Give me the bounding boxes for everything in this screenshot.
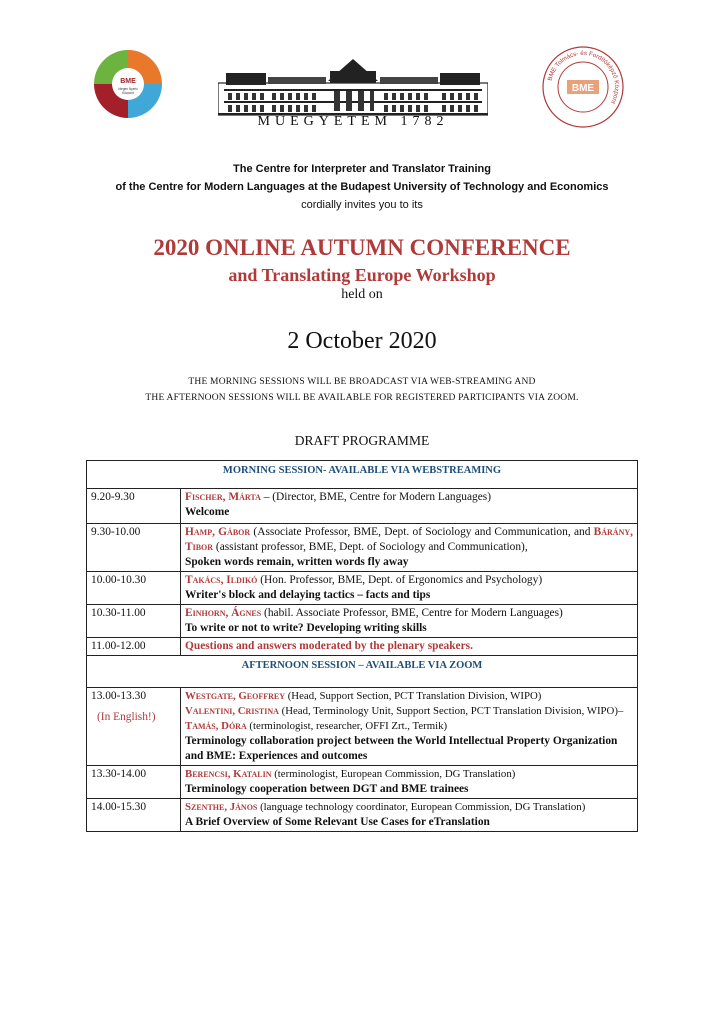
speaker-name: Einhorn, Ágnes [185,607,262,619]
speaker-name: Berencsi, Katalin [185,768,272,780]
speaker-affiliation: (assistant professor, BME, Dept. of Sociology and Communication), [213,541,528,553]
table-row [87,572,638,605]
table-row [87,688,638,766]
slot-details [181,688,638,766]
programme-heading: DRAFT PROGRAMME [294,433,430,448]
language-note: (In English!) [97,711,156,723]
slot-time-value: 13.00-13.30 [91,690,147,702]
slot-time: 14.00-15.30 [87,799,181,832]
speaker-affiliation: (Associate Professor, BME, Dept. of Sociology and Communication, and [250,526,594,538]
bme-language-centre-logo [88,44,168,124]
conference-title: 2020 ONLINE AUTUMN CONFERENCE [153,235,571,260]
slot-details [181,638,638,656]
talk-title: To write or not to write? Developing writing skills [185,622,427,634]
slot-details [181,524,638,572]
speaker-affiliation: (terminologist, European Commission, DG Translation) [271,768,516,780]
table-row [87,524,638,572]
conference-subtitle: and Translating Europe Workshop [228,265,496,285]
speaker-name: Bárány, Tibor [185,526,633,553]
table-row [87,605,638,638]
notice-line-2: THE AFTERNOON SESSIONS WILL BE AVAILABLE FOR REGISTERED PARTICIPANTS VIA ZOOM. [145,393,579,403]
speaker-name: Tamás, Dóra [185,720,247,732]
slot-time: 11.00-12.00 [87,638,181,656]
afternoon-session-row [87,656,638,688]
held-on-label: held on [341,287,383,302]
speaker-affiliation: (terminologist, researcher, OFFI Zrt., Termik) [246,720,448,732]
svg-text:BME: BME [571,83,595,94]
interpreter-centre-seal [540,44,626,130]
slot-time: 9.30-10.00 [87,524,181,572]
organiser-line-2: of the Centre for Modern Languages at the Budapest University of Technology and Economics [115,181,609,193]
svg-text:Idegen Nyelvi: Idegen Nyelvi [118,87,138,91]
slot-time: 10.30-11.00 [87,605,181,638]
slot-time [87,688,181,766]
morning-session-header: MORNING SESSION- AVAILABLE VIA WEBSTREAMING [87,461,638,489]
svg-text:Központ: Központ [122,91,134,95]
speaker-name: Szenthe, János [185,801,258,813]
speaker-name: Westgate, Geoffrey [185,690,286,702]
slot-time: 9.20-9.30 [87,489,181,524]
speaker-name: Hamp, Gábor [185,526,251,538]
slot-details [181,799,638,832]
talk-title: Terminology cooperation between DGT and BME trainees [185,783,469,795]
speaker-name: Valentini, Cristina [185,705,279,717]
table-row [87,489,638,524]
talk-title: Spoken words remain, written words fly away [185,556,409,568]
table-row [87,638,638,656]
table-row [87,799,638,832]
notice-line-1: THE MORNING SESSIONS WILL BE BROADCAST VIA WEB-STREAMING AND [188,377,536,387]
talk-title: Questions and answers moderated by the plenary speakers. [185,640,473,652]
talk-title: Terminology collaboration project between the World Intellectual Property Organization and BME: Experiences and outcomes [185,735,618,762]
speaker-affiliation: (language technology coordinator, European Commission, DG Translation) [257,801,586,813]
talk-title: Writer's block and delaying tactics – facts and tips [185,589,431,601]
afternoon-session-header: AFTERNOON SESSION – AVAILABLE VIA ZOOM [87,656,638,688]
speaker-affiliation: – (Director, BME, Centre for Modern Languages) [260,491,492,503]
programme-table [86,460,638,832]
invitation-line: cordially invites you to its [301,199,423,211]
morning-session-row [87,461,638,489]
university-building-illustration [218,55,488,117]
svg-text:BME: BME [120,78,136,85]
university-wordmark: MŰEGYETEM 1782 [257,114,449,129]
speaker-affiliation: (Head, Terminology Unit, Support Section, PCT Translation Division, WIPO)– [278,705,624,717]
slot-time: 10.00-10.30 [87,572,181,605]
speaker-name: Takács, Ildikó [185,574,258,586]
talk-title: Welcome [185,506,230,518]
svg-text:BME Tolmács- és Fordítóképző K: BME Tolmács- és Fordítóképző Központ [546,49,621,105]
slot-time: 13.30-14.00 [87,766,181,799]
speaker-name: Fischer, Márta [185,491,261,503]
speaker-affiliation: (Head, Support Section, PCT Translation Division, WIPO) [285,690,542,702]
talk-title: A Brief Overview of Some Relevant Use Cases for eTranslation [185,816,490,828]
speaker-affiliation: (Hon. Professor, BME, Dept. of Ergonomics and Psychology) [257,574,543,586]
conference-date: 2 October 2020 [287,328,437,354]
table-row [87,766,638,799]
organiser-line-1: The Centre for Interpreter and Translator Training [233,163,491,175]
slot-details [181,489,638,524]
slot-details [181,572,638,605]
slot-details [181,605,638,638]
speaker-affiliation: (habil. Associate Professor, BME, Centre for Modern Languages) [261,607,563,619]
slot-details [181,766,638,799]
